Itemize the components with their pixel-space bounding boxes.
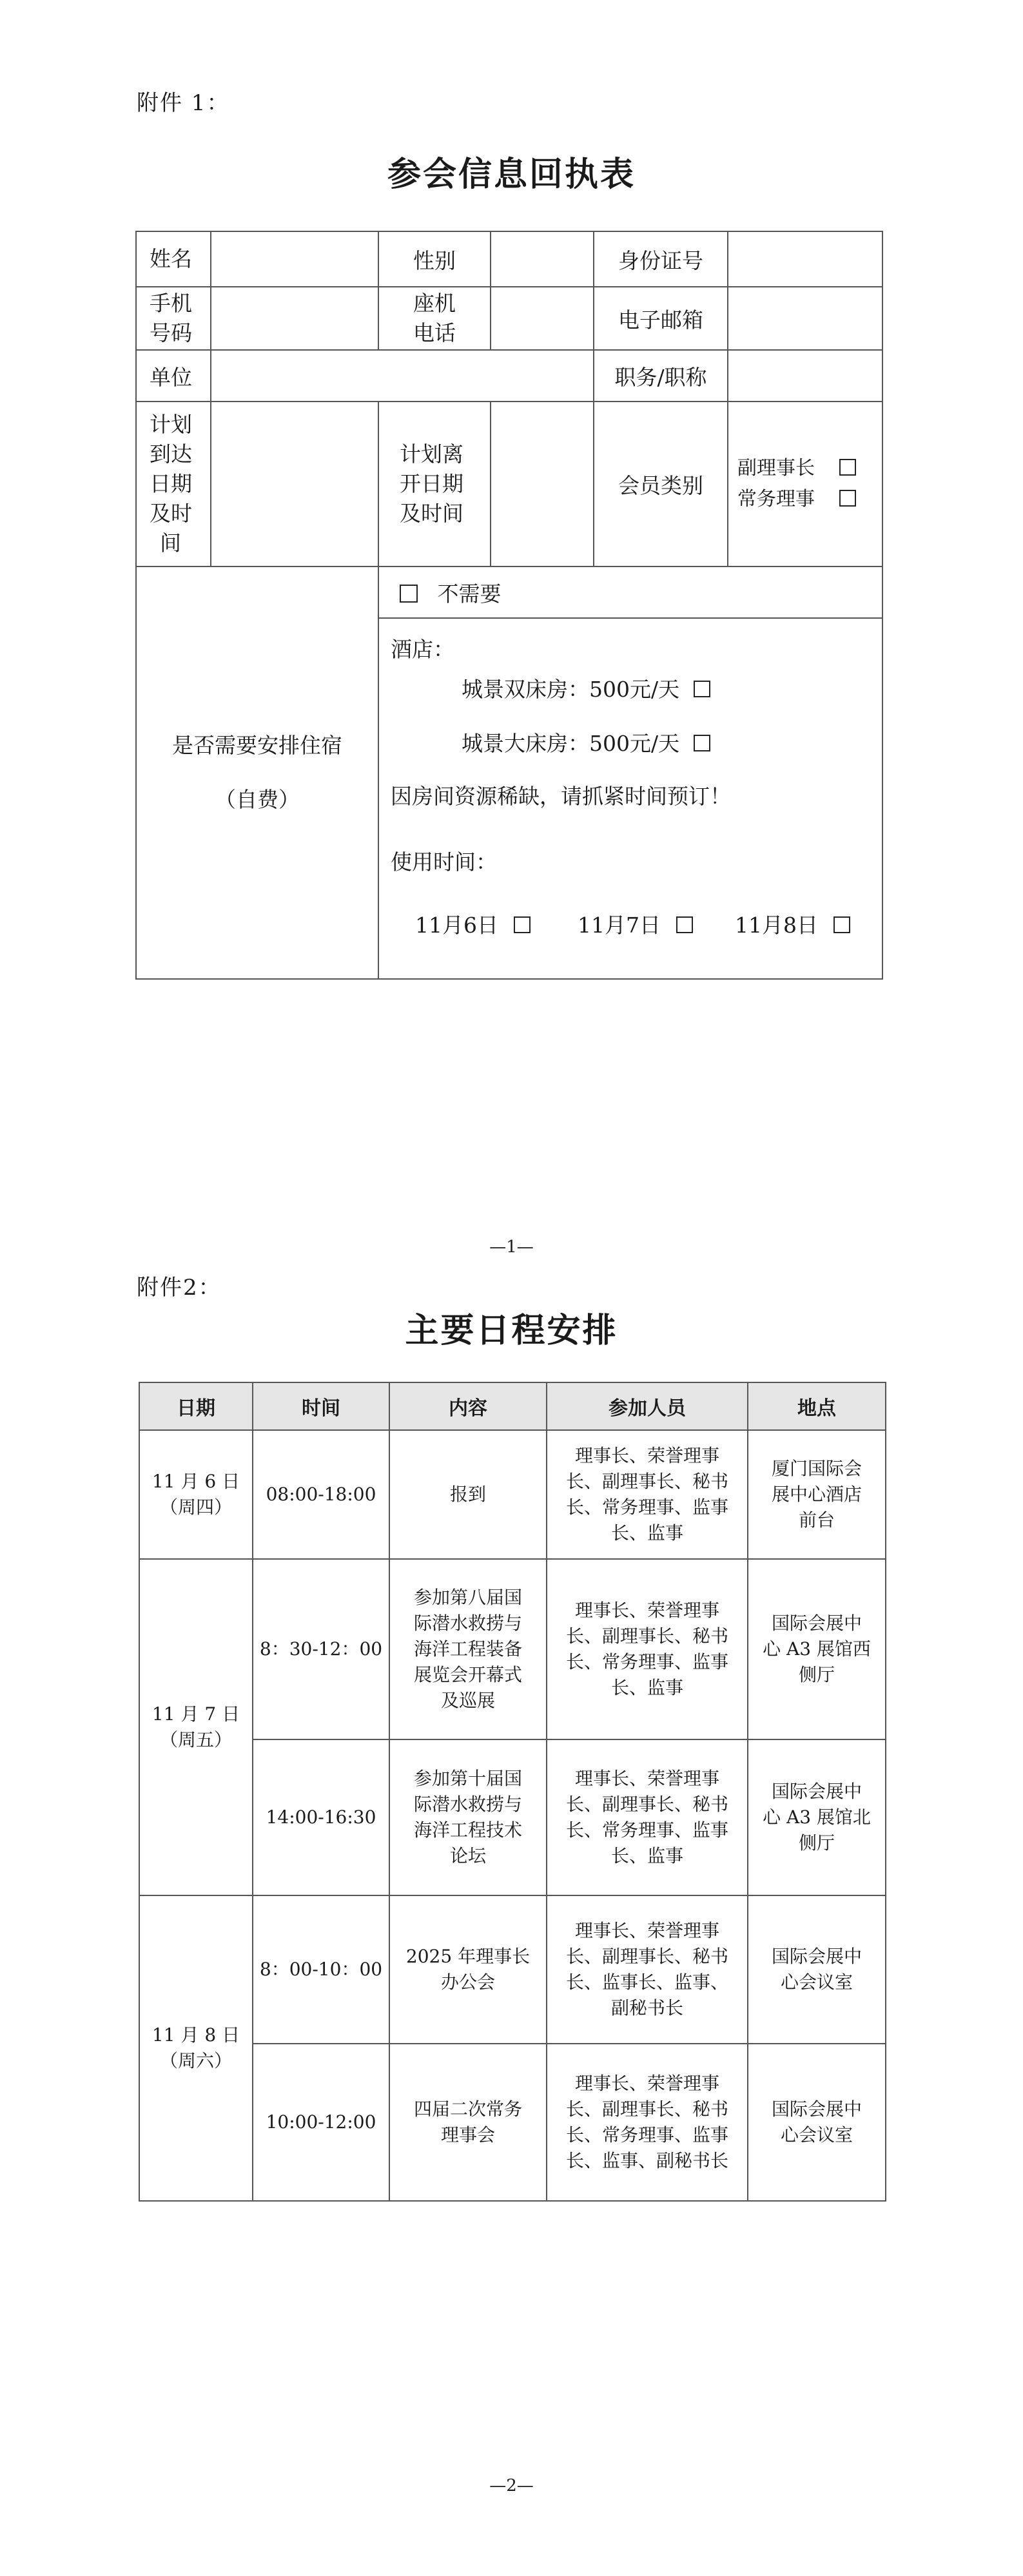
label-departure-line2: 开日期 (400, 471, 463, 496)
date-nov7-label: 11月7日 (578, 913, 661, 938)
weekday-text: （周四） (159, 1496, 232, 1518)
date-option-nov8[interactable] (735, 909, 850, 939)
participants-line: 长、副理事长、秘书 (565, 1625, 728, 1647)
location-line: 国际会展中 (771, 2098, 862, 2120)
checkbox-nov7[interactable] (676, 916, 693, 933)
field-departure[interactable] (491, 402, 594, 567)
table-row (139, 1895, 886, 2044)
participants-line: 长、监事 (610, 1677, 683, 1698)
label-gender: 性别 (413, 247, 456, 273)
page-number-1: —1— (489, 1237, 534, 1257)
participants-line: 长、监事 (610, 1522, 683, 1544)
participants-line: 副秘书长 (610, 1997, 683, 2019)
weekday-text: （周五） (159, 1729, 232, 1750)
cell-content (389, 2044, 547, 2201)
attachment-label-1: 附件 1： (137, 90, 230, 116)
content-line: 理事会 (440, 2124, 495, 2145)
label-arrival-line1: 计划 (150, 412, 192, 437)
field-gender[interactable] (491, 231, 594, 287)
label-arrival-line4: 及时 (150, 501, 192, 526)
cell-location (748, 1739, 886, 1895)
content-line: 2025 年理事长 (405, 1946, 531, 1967)
content-line: 际潜水救捞与 (413, 1612, 522, 1634)
label-departure-line1: 计划离 (400, 441, 463, 467)
attachment-label-2: 附件2： (137, 1275, 222, 1301)
location-line: 国际会展中 (771, 1612, 862, 1634)
cell-date (139, 1895, 253, 2201)
location-line: 国际会展中 (771, 1946, 862, 1967)
lodging-notice: 因房间资源稀缺，请抓紧时间预订！ (391, 784, 731, 809)
location-line: 前台 (798, 1509, 835, 1531)
cell-location (748, 1895, 886, 2044)
location-line: 心 A3 展馆西 (763, 1638, 871, 1660)
content-line: 办公会 (440, 1971, 495, 1993)
cell-content (389, 1430, 547, 1559)
content-line: 际潜水救捞与 (413, 1794, 522, 1815)
location-line: 心会议室 (780, 1971, 853, 1993)
member-option-vice-chair[interactable] (737, 453, 882, 484)
room-option-king[interactable] (462, 727, 710, 757)
label-landline-line1: 座机 (413, 291, 456, 316)
table-row (139, 1559, 886, 1739)
cell-participants (547, 1895, 748, 2044)
participants-line: 长、监事 (610, 1845, 683, 1866)
room-king-label: 城景大床房：500元/天 (462, 731, 680, 756)
label-departure-line3: 及时间 (400, 501, 463, 526)
cell-participants (547, 1559, 748, 1739)
cell-participants (547, 1430, 748, 1559)
participants-line: 长、常务理事、监事 (565, 1651, 728, 1672)
content-line: 四届二次常务 (413, 2098, 522, 2120)
content-line: 海洋工程装备 (413, 1638, 522, 1660)
field-name[interactable] (211, 231, 378, 287)
cell-participants (547, 2044, 748, 2201)
receipt-form-table (135, 231, 883, 980)
field-id-number[interactable] (728, 231, 882, 287)
checkbox-room-twin[interactable] (694, 681, 710, 697)
content-line: 参加第八届国 (413, 1587, 522, 1608)
page-title-2: 主要日程安排 (405, 1311, 618, 1350)
cell-content (389, 1895, 547, 2044)
cell-time: 14:00-16:30 (253, 1739, 389, 1895)
location-line: 心会议室 (780, 2124, 853, 2145)
label-id-number: 身份证号 (618, 247, 703, 273)
field-mobile[interactable] (211, 287, 378, 350)
checkbox-vice-chair[interactable] (839, 459, 856, 476)
hotel-label: 酒店： (391, 637, 454, 662)
participants-line: 理事长、荣誉理事 (574, 1768, 719, 1789)
content-line: 论坛 (449, 1845, 486, 1866)
checkbox-nov8[interactable] (833, 916, 850, 933)
label-unit: 单位 (150, 364, 192, 390)
col-header-time: 时间 (253, 1382, 389, 1430)
content-line: 展览会开幕式 (413, 1664, 522, 1685)
label-mobile-line2: 号码 (150, 320, 192, 345)
use-time-label: 使用时间： (391, 849, 497, 875)
label-arrival-line3: 日期 (150, 471, 192, 496)
participants-line: 长、监事、副秘书长 (565, 2150, 728, 2171)
date-nov8-label: 11月8日 (735, 913, 818, 938)
cell-date (139, 1430, 253, 1559)
cell-time: 8：30-12：00 (253, 1559, 389, 1739)
participants-line: 理事长、荣誉理事 (574, 1600, 719, 1621)
participants-line: 长、副理事长、秘书 (565, 1946, 728, 1967)
participants-line: 长、常务理事、监事 (565, 2124, 728, 2145)
checkbox-room-king[interactable] (694, 735, 710, 751)
col-header-content: 内容 (389, 1382, 547, 1430)
checkbox-executive[interactable] (839, 490, 856, 507)
field-unit[interactable] (211, 350, 594, 402)
participants-line: 长、常务理事、监事 (565, 1496, 728, 1518)
col-header-participants: 参加人员 (547, 1382, 748, 1430)
date-text: 11 月 8 日 (151, 2024, 240, 2046)
date-text: 11 月 7 日 (151, 1703, 240, 1725)
lodging-options-cell (378, 618, 882, 979)
page-title-1: 参会信息回执表 (387, 155, 636, 194)
member-option-vice-chair-label: 副理事长 (737, 457, 815, 479)
label-arrival-line5: 间 (160, 530, 181, 556)
cell-time: 10:00-12:00 (253, 2044, 389, 2201)
location-line: 侧厅 (798, 1832, 835, 1854)
label-arrival-line2: 到达 (150, 441, 192, 467)
location-line: 国际会展中 (771, 1781, 862, 1802)
lodging-label: 是否需要安排住宿 (172, 733, 342, 758)
label-name: 姓名 (150, 246, 192, 271)
location-line: 心 A3 展馆北 (763, 1806, 871, 1828)
field-arrival[interactable] (211, 402, 378, 567)
table-row (139, 1430, 886, 1559)
participants-line: 长、副理事长、秘书 (565, 1794, 728, 1815)
cell-date (139, 1559, 253, 1895)
content-line: 报到 (449, 1484, 486, 1505)
field-email[interactable] (728, 287, 882, 350)
participants-line: 长、常务理事、监事 (565, 1819, 728, 1841)
checkbox-lodging-not-needed[interactable] (400, 585, 418, 603)
checkbox-nov6[interactable] (514, 916, 531, 933)
col-header-date: 日期 (139, 1382, 253, 1430)
field-landline[interactable] (491, 287, 594, 350)
lodging-not-needed-label: 不需要 (437, 581, 502, 606)
participants-line: 长、副理事长、秘书 (565, 1471, 728, 1492)
label-landline-line2: 电话 (413, 320, 456, 345)
label-member-type: 会员类别 (618, 472, 703, 498)
content-line: 及巡展 (440, 1690, 495, 1711)
date-nov6-label: 11月6日 (415, 913, 498, 938)
cell-location (748, 2044, 886, 2201)
cell-time: 08:00-18:00 (253, 1430, 389, 1559)
col-header-location: 地点 (748, 1382, 886, 1430)
cell-participants (547, 1739, 748, 1895)
participants-line: 理事长、荣誉理事 (574, 1920, 719, 1941)
content-line: 海洋工程技术 (413, 1819, 522, 1841)
room-option-twin[interactable] (462, 673, 710, 703)
participants-line: 理事长、荣誉理事 (574, 2073, 719, 2094)
label-email: 电子邮箱 (618, 307, 703, 333)
room-twin-label: 城景双床房：500元/天 (462, 677, 680, 702)
cell-location (748, 1559, 886, 1739)
participants-line: 理事长、荣誉理事 (574, 1445, 719, 1466)
member-option-executive-label: 常务理事 (737, 488, 815, 510)
field-position[interactable] (728, 350, 882, 402)
location-line: 厦门国际会 (771, 1458, 862, 1479)
date-text: 11 月 6 日 (151, 1471, 240, 1492)
location-line: 侧厅 (798, 1664, 835, 1685)
label-mobile-line1: 手机 (150, 291, 192, 316)
location-line: 展中心酒店 (771, 1484, 862, 1505)
page-number-2: —2— (489, 2476, 534, 2495)
member-option-executive[interactable] (737, 484, 882, 515)
cell-location (748, 1430, 886, 1559)
cell-content (389, 1739, 547, 1895)
content-line: 参加第十届国 (413, 1768, 522, 1789)
date-option-nov7[interactable] (578, 909, 693, 939)
cell-content (389, 1559, 547, 1739)
schedule-table (139, 1382, 886, 2202)
lodging-note: （自费） (215, 787, 300, 812)
participants-line: 长、监事长、监事、 (565, 1971, 728, 1993)
participants-line: 长、副理事长、秘书 (565, 2098, 728, 2120)
date-option-nov6[interactable] (415, 909, 531, 939)
label-position: 职务/职称 (614, 364, 707, 390)
weekday-text: （周六） (159, 2050, 232, 2071)
cell-time: 8：00-10：00 (253, 1895, 389, 2044)
